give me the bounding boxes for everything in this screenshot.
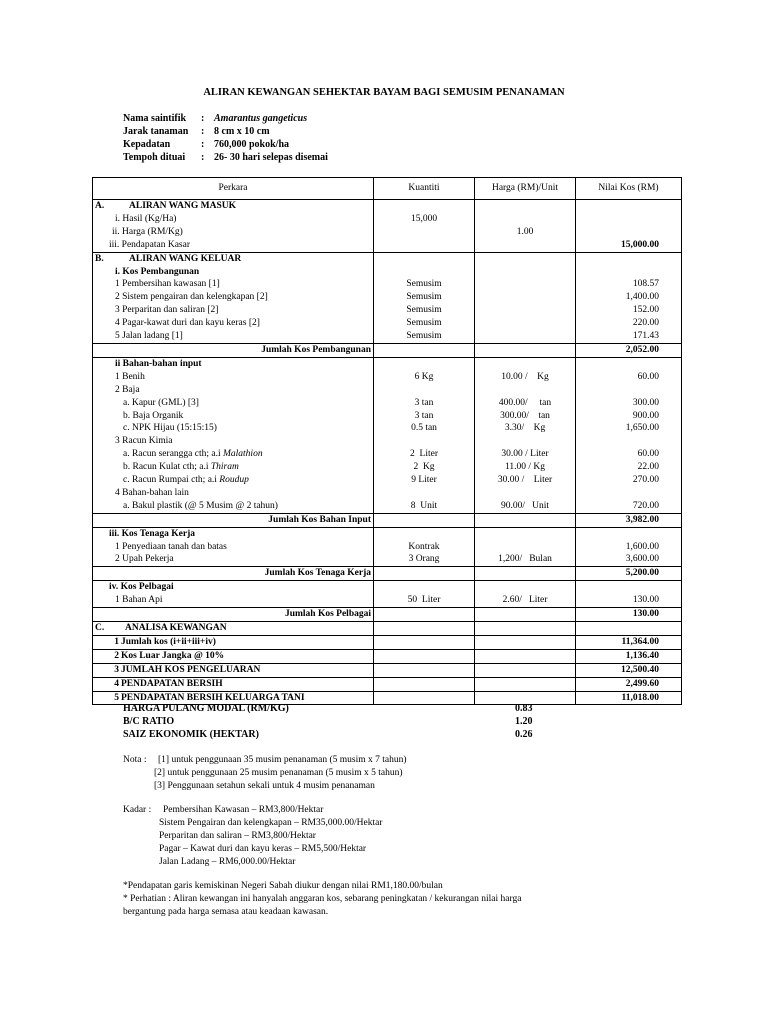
analysis-text: PENDAPATAN BERSIH bbox=[121, 678, 223, 689]
table-row bbox=[93, 291, 682, 304]
row-label: 2 Sistem pengairan dan kelengkapan [2] bbox=[93, 291, 374, 304]
row-label-text: c. Racun Rumpai cth; a.i bbox=[123, 475, 220, 486]
row-qty: Semusim bbox=[374, 317, 475, 330]
row-qty: Kontrak bbox=[374, 541, 475, 554]
row-label: 5 Jalan ladang [1] bbox=[93, 330, 374, 343]
analysis-value: 12,500.40 bbox=[576, 663, 682, 677]
analysis-value: 11,364.00 bbox=[576, 635, 682, 649]
header-perkara: Perkara bbox=[93, 178, 374, 200]
table-row bbox=[93, 594, 682, 607]
row-value: 171.43 bbox=[576, 330, 682, 343]
kadar-line: Jalan Ladang – RM6,000.00/Hektar bbox=[159, 857, 296, 867]
row-label bbox=[93, 461, 374, 474]
row-qty bbox=[374, 226, 475, 239]
meta-value: 26- 30 hari selepas disemai bbox=[214, 152, 328, 163]
section-title: ALIRAN WANG KELUAR bbox=[129, 253, 242, 264]
active-ingredient: Thiram bbox=[210, 462, 239, 473]
row-qty: Semusim bbox=[374, 291, 475, 304]
subsection-row bbox=[93, 357, 682, 370]
row-price: 30.00 / Liter bbox=[475, 448, 576, 461]
row-label: a. Bakul plastik (@ 5 Musim @ 2 tahun) bbox=[93, 500, 374, 513]
table-row bbox=[93, 435, 682, 448]
row-value: 15,000.00 bbox=[576, 239, 682, 252]
summary-payback-price bbox=[123, 703, 533, 714]
row-price bbox=[475, 239, 576, 252]
analysis-value: 1,136.40 bbox=[576, 649, 682, 663]
table-row bbox=[93, 278, 682, 291]
active-ingredient: Malathion bbox=[222, 449, 263, 460]
subsection-row bbox=[93, 581, 682, 594]
table-row bbox=[93, 213, 682, 226]
row-qty: 3 tan bbox=[374, 397, 475, 410]
subsection-title: ii Bahan-bahan input bbox=[93, 357, 374, 370]
analysis-label bbox=[93, 649, 374, 663]
subsection-row bbox=[93, 266, 682, 279]
section-letter: C. bbox=[95, 623, 105, 633]
row-qty: 0.5 tan bbox=[374, 422, 475, 435]
page-title: ALIRAN KEWANGAN SEHEKTAR BAYAM BAGI SEMUSIM PENANAMAN bbox=[203, 87, 565, 98]
summary-label: SAIZ EKONOMIK (HEKTAR) bbox=[123, 729, 259, 740]
analysis-label bbox=[93, 663, 374, 677]
row-price: 30.00 / Liter bbox=[475, 474, 576, 487]
kadar-line: Pembersihan Kawasan – RM3,800/Hektar bbox=[163, 805, 324, 815]
header-harga: Harga (RM)/Unit bbox=[475, 178, 576, 200]
table-row bbox=[93, 317, 682, 330]
summary-economic-size bbox=[123, 729, 533, 740]
subtotal-row bbox=[93, 567, 682, 581]
row-label: 2 Baja bbox=[93, 384, 374, 397]
table-row bbox=[93, 397, 682, 410]
summary-label: HARGA PULANG MODAL (RM/KG) bbox=[123, 703, 289, 714]
section-letter: A. bbox=[95, 201, 105, 211]
row-label: 1 Penyediaan tanah dan batas bbox=[93, 541, 374, 554]
row-qty: 3 Orang bbox=[374, 553, 475, 566]
row-price bbox=[475, 213, 576, 226]
section-title: ANALISA KEWANGAN bbox=[125, 623, 227, 633]
summary-bc-ratio bbox=[123, 716, 533, 727]
subtotal-label: Jumlah Kos Pembangunan bbox=[93, 343, 374, 357]
row-label: 1 Benih bbox=[93, 371, 374, 384]
table-row bbox=[93, 410, 682, 423]
analysis-label bbox=[93, 677, 374, 691]
row-price: 300.00/ tan bbox=[475, 410, 576, 423]
analysis-row bbox=[93, 649, 682, 663]
row-label: c. NPK Hijau (15:15:15) bbox=[93, 422, 374, 435]
table-row bbox=[93, 330, 682, 343]
table-header-row bbox=[93, 178, 682, 200]
analysis-num: 2 bbox=[114, 650, 119, 661]
row-value: 130.00 bbox=[576, 594, 682, 607]
meta-label: Tempoh dituai bbox=[123, 152, 186, 163]
cash-flow-table bbox=[92, 177, 682, 705]
subtotal-label: Jumlah Kos Pelbagai bbox=[93, 608, 374, 622]
row-price: 11.00 / Kg bbox=[475, 461, 576, 474]
subtotal-label: Jumlah Kos Tenaga Kerja bbox=[93, 567, 374, 581]
analysis-text: PENDAPATAN BERSIH KELUARGA TANI bbox=[121, 692, 305, 703]
meta-sep: : bbox=[201, 126, 205, 137]
summary-label: B/C RATIO bbox=[123, 716, 175, 727]
row-price bbox=[475, 541, 576, 554]
row-qty: Semusim bbox=[374, 304, 475, 317]
header-kuantiti: Kuantiti bbox=[374, 178, 475, 200]
row-value: 900.00 bbox=[576, 410, 682, 423]
table-row bbox=[93, 226, 682, 239]
section-a-row bbox=[93, 200, 682, 213]
row-label: i. Hasil (Kg/Ha) bbox=[93, 213, 374, 226]
row-label: 4 Pagar-kawat duri dan kayu keras [2] bbox=[93, 317, 374, 330]
row-label: 4 Bahan-bahan lain bbox=[93, 487, 374, 500]
row-value: 720.00 bbox=[576, 500, 682, 513]
subsection-title: iv. Kos Pelbagai bbox=[93, 581, 374, 594]
row-label-text: a. Racun serangga cth; a.i bbox=[123, 449, 223, 460]
section-b-row bbox=[93, 252, 682, 265]
analysis-row bbox=[93, 677, 682, 691]
row-value: 220.00 bbox=[576, 317, 682, 330]
row-qty: 8 Unit bbox=[374, 500, 475, 513]
table-row bbox=[93, 487, 682, 500]
row-value: 270.00 bbox=[576, 474, 682, 487]
row-qty: 2 Liter bbox=[374, 448, 475, 461]
subtotal-row bbox=[93, 608, 682, 622]
subtotal-label: Jumlah Kos Bahan Input bbox=[93, 513, 374, 527]
table-row bbox=[93, 448, 682, 461]
row-price: 90.00/ Unit bbox=[475, 500, 576, 513]
table-row bbox=[93, 304, 682, 317]
row-label: 1 Pembersihan kawasan [1] bbox=[93, 278, 374, 291]
analysis-row bbox=[93, 663, 682, 677]
row-label bbox=[93, 448, 374, 461]
row-qty: Semusim bbox=[374, 278, 475, 291]
table-row bbox=[93, 422, 682, 435]
section-letter: B. bbox=[95, 253, 104, 264]
table-row bbox=[93, 371, 682, 384]
row-value: 3,600.00 bbox=[576, 553, 682, 566]
row-price: 1.00 bbox=[475, 226, 576, 239]
row-value bbox=[576, 226, 682, 239]
section-c-title bbox=[93, 622, 374, 636]
analysis-value: 2,499.60 bbox=[576, 677, 682, 691]
row-label-text: b. Racun Kulat cth; a.i bbox=[123, 462, 211, 473]
row-price: 2.60/ Liter bbox=[475, 594, 576, 607]
section-b-title bbox=[93, 252, 374, 265]
row-qty bbox=[374, 239, 475, 252]
analysis-row bbox=[93, 635, 682, 649]
row-label: 3 Perparitan dan saliran [2] bbox=[93, 304, 374, 317]
meta-sep: : bbox=[201, 152, 205, 163]
row-label: iii. Pendapatan Kasar bbox=[93, 239, 374, 252]
subsection-title: i. Kos Pembangunan bbox=[93, 266, 374, 279]
active-ingredient: Roudup bbox=[219, 475, 249, 486]
row-label: 1 Bahan Api bbox=[93, 594, 374, 607]
row-price: 10.00 / Kg bbox=[475, 371, 576, 384]
section-a-title bbox=[93, 200, 374, 213]
analysis-text: JUMLAH KOS PENGELUARAN bbox=[121, 664, 261, 675]
subtotal-value: 5,200.00 bbox=[576, 567, 682, 581]
meta-label: Kepadatan bbox=[123, 139, 171, 150]
row-value: 108.57 bbox=[576, 278, 682, 291]
footnote: *Pendapatan garis kemiskinan Negeri Sabah diukur dengan nilai RM1,180.00/bulan bbox=[123, 881, 443, 891]
analysis-num: 3 bbox=[114, 664, 119, 675]
row-qty: 15,000 bbox=[374, 213, 475, 226]
nota-line: [2] untuk penggunaan 25 musim penanaman (5 musim x 5 tahun) bbox=[154, 768, 403, 778]
row-value: 300.00 bbox=[576, 397, 682, 410]
row-label: a. Kapur (GML) [3] bbox=[93, 397, 374, 410]
summary-value: 1.20 bbox=[515, 716, 533, 727]
row-value: 152.00 bbox=[576, 304, 682, 317]
subsection-row bbox=[93, 527, 682, 540]
section-c-row bbox=[93, 622, 682, 636]
header-nilai-kos: Nilai Kos (RM) bbox=[576, 178, 682, 200]
row-value: 1,650.00 bbox=[576, 422, 682, 435]
row-label: 2 Upah Pekerja bbox=[93, 553, 374, 566]
table-row bbox=[93, 384, 682, 397]
summary-value: 0.83 bbox=[515, 703, 533, 714]
table-row bbox=[93, 474, 682, 487]
kadar-line: Pagar – Kawat duri dan kayu keras – RM5,500/Hektar bbox=[159, 844, 367, 854]
row-value: 60.00 bbox=[576, 448, 682, 461]
row-value: 1,400.00 bbox=[576, 291, 682, 304]
row-label: ii. Harga (RM/Kg) bbox=[93, 226, 374, 239]
table-row bbox=[93, 239, 682, 252]
table-row bbox=[93, 541, 682, 554]
table-row bbox=[93, 461, 682, 474]
row-value: 60.00 bbox=[576, 371, 682, 384]
subtotal-value: 3,982.00 bbox=[576, 513, 682, 527]
row-label: 3 Racun Kimia bbox=[93, 435, 374, 448]
row-label: b. Baja Organik bbox=[93, 410, 374, 423]
meta-sep: : bbox=[201, 139, 205, 150]
row-price: 1,200/ Bulan bbox=[475, 553, 576, 566]
meta-value: 760,000 pokok/ha bbox=[214, 139, 290, 150]
section-title: ALIRAN WANG MASUK bbox=[129, 201, 236, 211]
analysis-label bbox=[93, 635, 374, 649]
row-qty: 2 Kg bbox=[374, 461, 475, 474]
kadar-label: Kadar : bbox=[123, 805, 152, 815]
meta-sep: : bbox=[201, 113, 205, 124]
meta-value: Amarantus gangeticus bbox=[214, 113, 308, 124]
footnote: * Perhatian : Aliran kewangan ini hanyalah anggaran kos, sebarang peningkatan / kekurangan nilai harga bbox=[123, 894, 522, 904]
row-qty: 50 Liter bbox=[374, 594, 475, 607]
footnote: bergantung pada harga semasa atau keadaan kawasan. bbox=[123, 907, 329, 917]
row-qty: Semusim bbox=[374, 330, 475, 343]
analysis-num: 5 bbox=[114, 692, 119, 703]
row-qty: 9 Liter bbox=[374, 474, 475, 487]
meta-label: Jarak tanaman bbox=[123, 126, 189, 137]
row-value: 22.00 bbox=[576, 461, 682, 474]
subtotal-row bbox=[93, 513, 682, 527]
analysis-text: Jumlah kos (i+ii+iii+iv) bbox=[121, 636, 216, 647]
table-row bbox=[93, 500, 682, 513]
row-qty: 6 Kg bbox=[374, 371, 475, 384]
row-price: 3.30/ Kg bbox=[475, 422, 576, 435]
analysis-text: Kos Luar Jangka @ 10% bbox=[121, 650, 225, 661]
row-qty: 3 tan bbox=[374, 410, 475, 423]
subsection-title: iii. Kos Tenaga Kerja bbox=[93, 527, 374, 540]
meta-label: Nama saintifik bbox=[123, 113, 187, 124]
row-price: 400.00/ tan bbox=[475, 397, 576, 410]
analysis-value: 11,018.00 bbox=[576, 691, 682, 705]
meta-value: 8 cm x 10 cm bbox=[214, 126, 270, 137]
summary-value: 0.26 bbox=[515, 729, 533, 740]
subtotal-value: 130.00 bbox=[576, 608, 682, 622]
kadar-line: Sistem Pengairan dan kelengkapan – RM35,000.00/Hektar bbox=[159, 818, 383, 828]
nota-line: [3] Penggunaan setahun sekali untuk 4 musim penanaman bbox=[154, 781, 375, 791]
subtotal-value: 2,052.00 bbox=[576, 343, 682, 357]
analysis-num: 1 bbox=[114, 636, 119, 647]
row-value bbox=[576, 213, 682, 226]
subtotal-row bbox=[93, 343, 682, 357]
nota-line: [1] untuk penggunaan 35 musim penanaman (5 musim x 7 tahun) bbox=[158, 755, 407, 765]
analysis-num: 4 bbox=[114, 678, 119, 689]
row-value: 1,600.00 bbox=[576, 541, 682, 554]
table-row bbox=[93, 553, 682, 566]
nota-label: Nota : bbox=[123, 755, 147, 765]
row-label bbox=[93, 474, 374, 487]
kadar-line: Perparitan dan saliran – RM3,800/Hektar bbox=[159, 831, 316, 841]
